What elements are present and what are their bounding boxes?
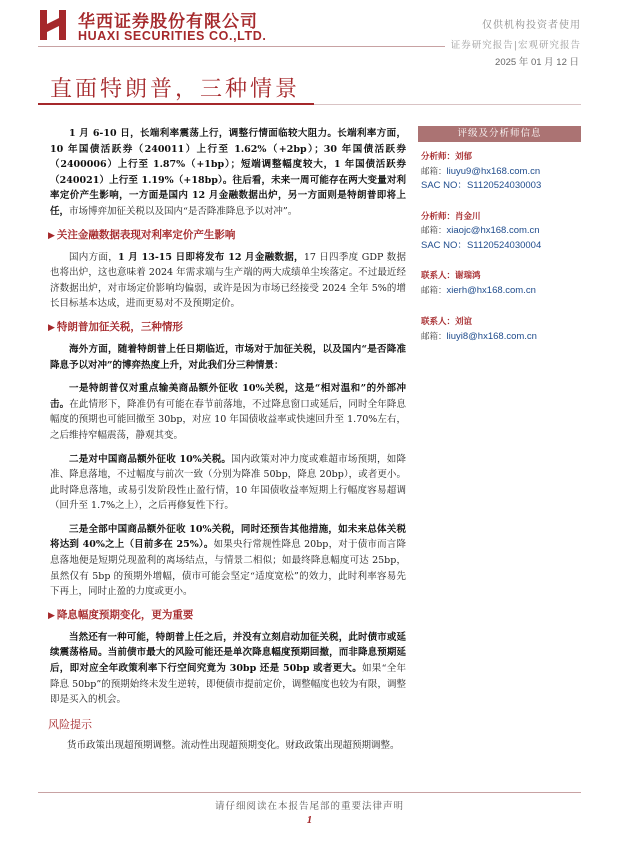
title-underline-thin (314, 104, 581, 105)
body-paragraph: 当然还有一种可能，特朗普上任之后，并没有立刻启动加征关税，此时债市或延续震荡格局。当前债市最大的风险可能还是单次降息幅度预期回撤，而非降息预期延后，即对应全年政策利率下行空间究竟为 30bp 还是 50bp 或者更大。如果“全年降息 50bp”的预期始终未发生逆转，即便债市提前定价，调整幅度也较为有限，调整即是买入的机会。 (50, 631, 406, 706)
section-heading-label: 特朗普加征关税，三种情形 (56, 320, 183, 333)
footer-disclaimer-note: 请仔细阅读在本报告尾部的重要法律声明 (214, 801, 404, 812)
analyst-name: 肖金川 (455, 211, 481, 222)
contact-card: 联系人：刘谊 邮箱：liuyi8@hx168.com.cn (421, 317, 537, 342)
section-heading (48, 227, 406, 242)
summary-tail: 市场博弈加征关税以及国内“是否降准降息予以对冲”。 (69, 205, 298, 217)
report-date: 2025 年 01 月 12 日 (495, 57, 579, 68)
company-name-en: HUAXI SECURITIES CO.,LTD. (78, 29, 267, 43)
analyst-name: 刘郁 (455, 152, 473, 162)
analyst-email-link[interactable]: xiaojc@hx168.com.cn (446, 225, 540, 236)
risk-title: 风险提示 (48, 718, 92, 731)
risk-text: 货币政策出现超预期调整。流动性出现超预期变化。财政政策出现超预期调整。 (67, 740, 400, 751)
analyst-email-link[interactable]: liuyu9@hx168.com.cn (446, 165, 541, 177)
triangle-bullet-icon: ▶ (48, 322, 55, 333)
analyst-sidebar (418, 126, 581, 344)
report-title: 直面特朗普，三种情景 (50, 77, 301, 102)
section-heading (48, 319, 406, 334)
section-heading (48, 607, 406, 622)
analyst-card: 分析师：肖金川 邮箱：xiaojc@hx168.com.cn SAC NO：S1120524030004 (421, 211, 542, 251)
summary-bold-lead: 1 月 6-10 日，长端利率震荡上行，调整行情面临较大阻力。长端利率方面，10 年国债活跃券（240011）上行至 1.62%（+2bp）；30 年国债活跃券（2400006）上行至 1.87%（+1bp）；短端调整幅度较大，1 年国债活跃券（240021）上行至 1.19%（+18bp）。往后看，未来一周可能存在两大变量对利率定价产生影响，一方面是国内 12 月金融数据出炉，另一方面则是特朗普即将上任， (50, 128, 406, 217)
usage-note: 仅供机构投资者使用 (482, 20, 581, 31)
contact-email-link[interactable]: xierh@hx168.com.cn (446, 284, 536, 296)
analyst-sac-number: S1120524030003 (466, 180, 542, 191)
report-type: 证券研究报告|宏观研究报告 (445, 37, 581, 51)
page-number: 1 (306, 814, 313, 826)
body-paragraph: 海外方面，随着特朗普上任日期临近，市场对于加征关税，以及国内“是否降准降息予以对冲”的博弈热度上升，对此我们分三种情景： (50, 343, 406, 371)
body-paragraph: 国内方面，1 月 13-15 日即将发布 12 月金融数据，17 日四季度 GDP 数据也将出炉，这也意味着 2024 年需求端与生产端的两大成绩单尘埃落定。不过最近经济数据出炉，对市场定价影响均偏弱，或许是因为市场已经接受 2024 全年 5%的增长目标基本达成，进而更易对不及预期定价。 (50, 251, 406, 310)
footer-divider (38, 792, 581, 793)
contact-name: 谢瑞鸿 (455, 271, 481, 281)
title-underline (38, 103, 314, 105)
scenario-three-paragraph: 三是全部中国商品额外征收 10%关税，同时还预告其他措施，如未来总体关税将达到 40%之上（目前多在 25%）。如果央行常规性降息 20bp，对于债市而言降息落地便是短期兑现盈利的离场结点，与情景二相似；如最终降息幅度可达 25bp，虽然仅有 5bp 的预期外增幅，债市可能会坚定“适度宽松”的效力，此时利率容易先下再上，同时止盈的力度或更小。 (50, 523, 406, 598)
company-name-cn: 华西证券股份有限公司 (78, 12, 258, 32)
scenario-two-paragraph: 二是对中国商品额外征收 10%关税。国内政策对冲力度或难超市场预期，如降准、降息落地，不过幅度与前次一致（分别为降准 50bp，降息 20bp），或者更小。此时降息落地，或易引发阶段性止盈行情，10 年国债收益率短期上行幅度容易超调（回升至 1.7%之上），之后再修复性下行。 (50, 453, 406, 512)
contact-card: 联系人：谢瑞鸿 邮箱：xierh@hx168.com.cn (421, 271, 536, 296)
analyst-card: 分析师：刘郁 邮箱：liuyu9@hx168.com.cn SAC NO：S1120524030003 (421, 152, 542, 191)
contact-name: 刘谊 (455, 317, 473, 327)
triangle-bullet-icon: ▶ (48, 230, 55, 241)
huaxi-logo-icon (38, 8, 68, 42)
main-content (50, 126, 406, 708)
triangle-bullet-icon: ▶ (48, 610, 55, 621)
analyst-sac-number: S1120524030004 (466, 239, 542, 251)
section-heading-label: 降息幅度预期变化，更为重要 (56, 608, 194, 621)
sidebar-heading: 评级及分析师信息 (418, 126, 581, 142)
scenario-one-paragraph: 一是特朗普仅对重点输美商品额外征收 10%关税，这是“相对温和”的外部冲击。在此情形下，降准仍有可能在春节前落地，不过降息窗口或延后，同时全年降息幅度的预期也可能回撤至 30bp，对应 10 年国债收益率或快速回升至 1.70%左右，之后维持窄幅震荡，静观其变。 (50, 383, 406, 441)
section-heading-label: 关注金融数据表现对利率定价产生影响 (56, 228, 236, 241)
contact-email-link[interactable]: liuyi8@hx168.com.cn (446, 330, 537, 342)
summary-paragraph (50, 126, 406, 220)
